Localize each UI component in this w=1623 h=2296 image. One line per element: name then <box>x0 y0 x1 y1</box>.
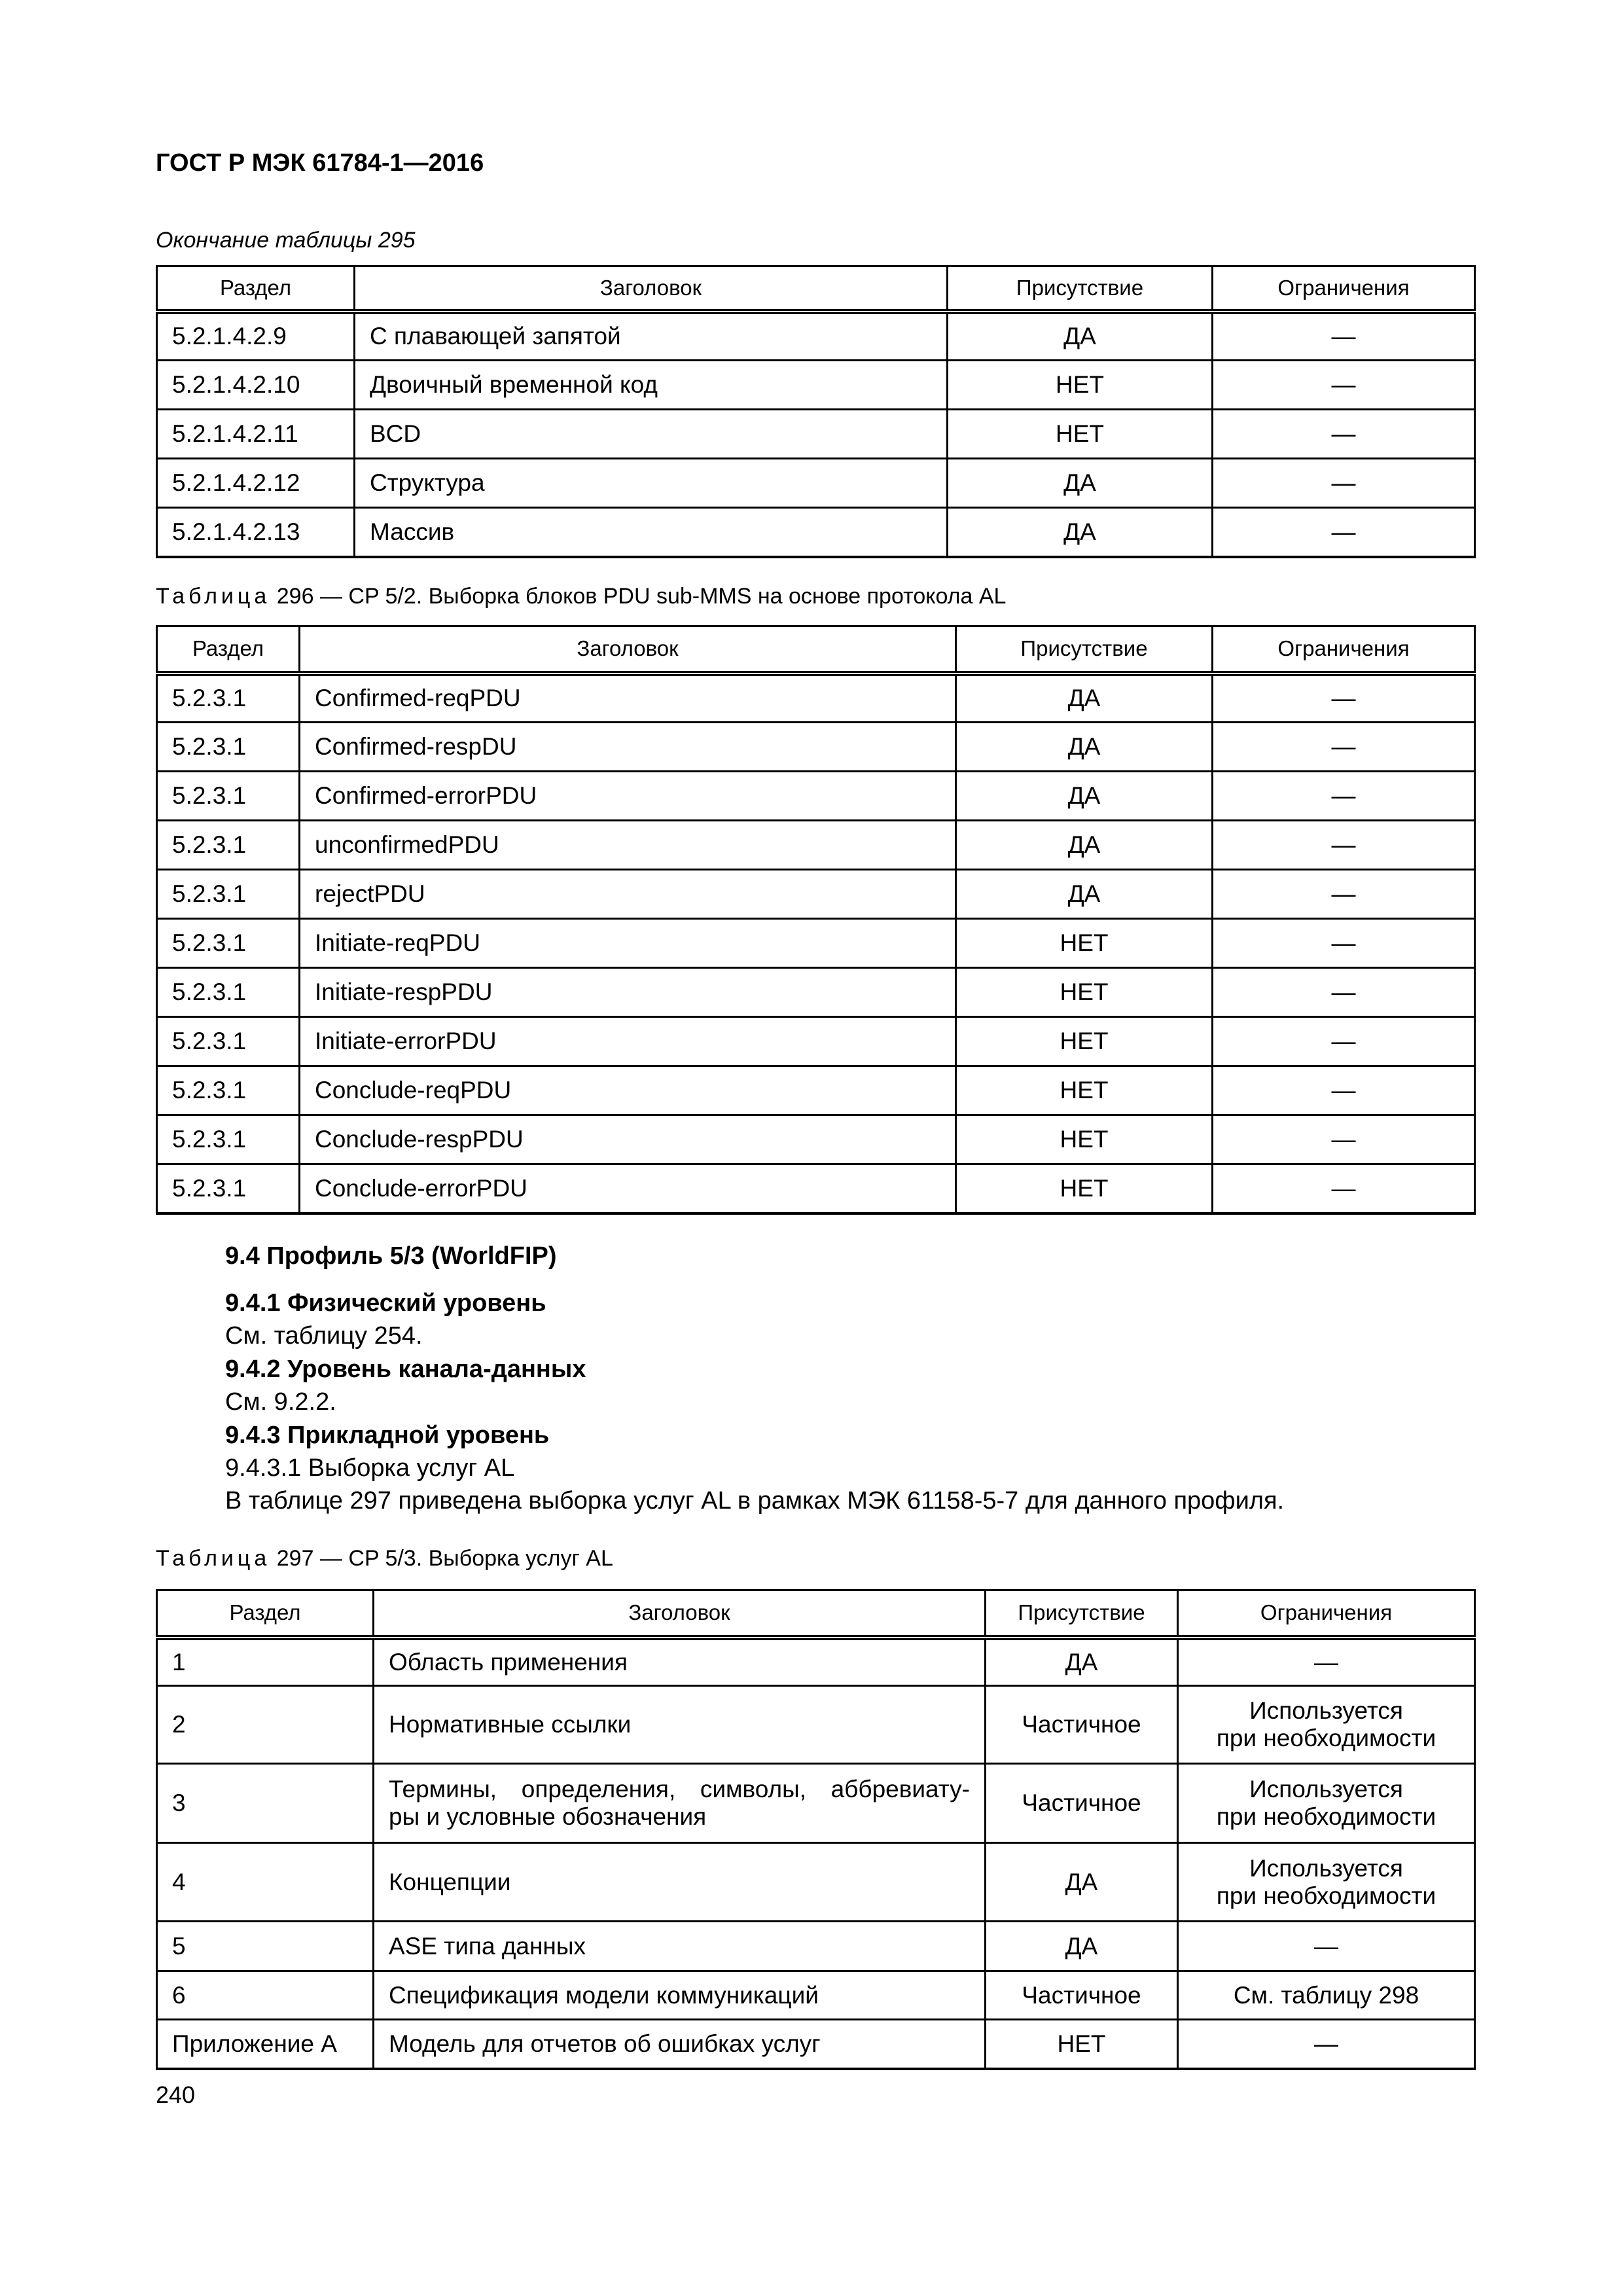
title-cell: Модель для отчетов об ошибках услуг <box>374 2020 986 2069</box>
column-header: Заголовок <box>300 626 956 673</box>
table-row <box>157 1843 1475 1922</box>
limitations-cell: Используется при необходимости <box>1178 1764 1475 1843</box>
title-cell: Массив <box>355 508 948 557</box>
column-header: Присутствие <box>986 1590 1178 1638</box>
column-header: Раздел <box>157 266 355 312</box>
presence-cell: ДА <box>948 508 1213 557</box>
title-cell: Структура <box>355 459 948 508</box>
limitations-cell: — <box>1213 1066 1475 1115</box>
presence-cell: ДА <box>956 821 1213 870</box>
table-row <box>157 673 1475 723</box>
title-cell: Confirmed-respDU <box>300 723 956 772</box>
title-cell: Confirmed-errorPDU <box>300 772 956 821</box>
presence-cell: ДА <box>956 870 1213 919</box>
limitations-cell: См. таблицу 298 <box>1178 1971 1475 2020</box>
column-header: Раздел <box>157 626 300 673</box>
limitations-cell: — <box>1213 919 1475 968</box>
section-cell: 5.2.3.1 <box>157 870 300 919</box>
table-row <box>157 821 1475 870</box>
limitations-cell: — <box>1213 772 1475 821</box>
heading-9-4-3-1: 9.4.3.1 Выборка услуг AL <box>225 1454 515 1482</box>
table-296 <box>156 625 1476 1215</box>
section-cell: 5 <box>157 1922 374 1971</box>
table-row <box>157 723 1475 772</box>
table-row <box>157 459 1475 508</box>
presence-cell: НЕТ <box>986 2020 1178 2069</box>
heading-9-4-2: 9.4.2 Уровень канала-данных <box>225 1355 586 1383</box>
limitations-cell: — <box>1213 459 1475 508</box>
page-number: 240 <box>156 2081 196 2108</box>
title-cell: Нормативные ссылки <box>374 1686 986 1764</box>
heading-9-4: 9.4 Профиль 5/3 (WorldFIP) <box>225 1242 557 1270</box>
limitations-cell: — <box>1213 968 1475 1017</box>
presence-cell: НЕТ <box>956 1066 1213 1115</box>
paragraph-9-4-3-1: В таблице 297 приведена выборка услуг AL в рамках МЭК 61158-5-7 для данного профиля. <box>225 1487 1285 1515</box>
paragraph-9-4-1: См. таблицу 254. <box>225 1322 423 1350</box>
title-cell: Initiate-errorPDU <box>300 1017 956 1066</box>
section-cell: 5.2.3.1 <box>157 1017 300 1066</box>
section-cell: 5.2.3.1 <box>157 1164 300 1213</box>
header-row <box>157 626 1475 673</box>
presence-cell: ДА <box>956 673 1213 723</box>
table-row <box>157 968 1475 1017</box>
table-row <box>157 410 1475 459</box>
limitations-cell: — <box>1213 723 1475 772</box>
table-row <box>157 2020 1475 2069</box>
presence-cell: ДА <box>986 1843 1178 1922</box>
presence-cell: НЕТ <box>956 968 1213 1017</box>
section-cell: Приложение А <box>157 2020 374 2069</box>
table-297-caption <box>156 1546 613 1571</box>
table-row <box>157 312 1475 361</box>
column-header: Ограничения <box>1213 266 1475 312</box>
limitations-cell: — <box>1213 410 1475 459</box>
section-cell: 5.2.3.1 <box>157 1115 300 1164</box>
limitations-cell: — <box>1213 1115 1475 1164</box>
title-cell: Концепции <box>374 1843 986 1922</box>
table-295 <box>156 265 1476 558</box>
presence-cell: ДА <box>948 459 1213 508</box>
limitations-cell: — <box>1178 2020 1475 2069</box>
document-title: ГОСТ Р МЭК 61784-1—2016 <box>156 149 484 177</box>
limitations-cell: — <box>1213 508 1475 557</box>
section-cell: 5.2.3.1 <box>157 968 300 1017</box>
caption-label: Таблица <box>156 1546 271 1571</box>
title-cell: Термины, определения, символы, аббревиату- ры и условные обозначения <box>374 1764 986 1843</box>
presence-cell: НЕТ <box>948 361 1213 410</box>
table-row <box>157 1686 1475 1764</box>
limitations-cell: Используется при необходимости <box>1178 1686 1475 1764</box>
limitations-cell: — <box>1213 870 1475 919</box>
section-cell: 5.2.1.4.2.10 <box>157 361 355 410</box>
presence-cell: Частичное <box>986 1971 1178 2020</box>
table-row <box>157 772 1475 821</box>
presence-cell: ДА <box>986 1638 1178 1686</box>
section-cell: 4 <box>157 1843 374 1922</box>
column-header: Присутствие <box>956 626 1213 673</box>
title-cell: С плавающей запятой <box>355 312 948 361</box>
presence-cell: Частичное <box>986 1686 1178 1764</box>
header-row <box>157 266 1475 312</box>
section-cell: 2 <box>157 1686 374 1764</box>
title-cell: Conclude-errorPDU <box>300 1164 956 1213</box>
title-cell: Initiate-respPDU <box>300 968 956 1017</box>
title-cell: unconfirmedPDU <box>300 821 956 870</box>
title-cell: BCD <box>355 410 948 459</box>
caption-label: Таблица <box>156 584 271 609</box>
presence-cell: НЕТ <box>956 919 1213 968</box>
title-cell: rejectPDU <box>300 870 956 919</box>
presence-cell: ДА <box>956 772 1213 821</box>
section-cell: 5.2.1.4.2.9 <box>157 312 355 361</box>
limitations-cell: Используется при необходимости <box>1178 1843 1475 1922</box>
section-cell: 5.2.3.1 <box>157 723 300 772</box>
table-297 <box>156 1589 1476 2070</box>
section-cell: 5.2.3.1 <box>157 673 300 723</box>
section-cell: 1 <box>157 1638 374 1686</box>
presence-cell: НЕТ <box>956 1115 1213 1164</box>
presence-cell: НЕТ <box>956 1164 1213 1213</box>
title-cell: Область применения <box>374 1638 986 1686</box>
title-cell: Спецификация модели коммуникаций <box>374 1971 986 2020</box>
column-header: Ограничения <box>1213 626 1475 673</box>
table-row <box>157 919 1475 968</box>
title-cell: Conclude-reqPDU <box>300 1066 956 1115</box>
title-cell: Двоичный временной код <box>355 361 948 410</box>
title-cell: Initiate-reqPDU <box>300 919 956 968</box>
section-cell: 6 <box>157 1971 374 2020</box>
title-cell: Conclude-respPDU <box>300 1115 956 1164</box>
limitations-cell: — <box>1213 361 1475 410</box>
section-cell: 5.2.3.1 <box>157 919 300 968</box>
presence-cell: ДА <box>956 723 1213 772</box>
limitations-cell: — <box>1178 1922 1475 1971</box>
presence-cell: НЕТ <box>956 1017 1213 1066</box>
limitations-cell: — <box>1213 673 1475 723</box>
section-cell: 5.2.3.1 <box>157 821 300 870</box>
table-row <box>157 1164 1475 1213</box>
table-row <box>157 1115 1475 1164</box>
table-row <box>157 1638 1475 1686</box>
section-cell: 5.2.1.4.2.11 <box>157 410 355 459</box>
limitations-cell: — <box>1213 1017 1475 1066</box>
presence-cell: ДА <box>986 1922 1178 1971</box>
table-row <box>157 870 1475 919</box>
section-cell: 5.2.1.4.2.12 <box>157 459 355 508</box>
column-header: Раздел <box>157 1590 374 1638</box>
table-row <box>157 361 1475 410</box>
section-cell: 5.2.3.1 <box>157 1066 300 1115</box>
section-cell: 5.2.3.1 <box>157 772 300 821</box>
presence-cell: Частичное <box>986 1764 1178 1843</box>
table-row <box>157 1922 1475 1971</box>
table-row <box>157 508 1475 557</box>
column-header: Заголовок <box>355 266 948 312</box>
limitations-cell: — <box>1213 1164 1475 1213</box>
caption-text: 297 — CP 5/3. Выборка услуг AL <box>276 1546 613 1571</box>
presence-cell: НЕТ <box>948 410 1213 459</box>
limitations-cell: — <box>1178 1638 1475 1686</box>
paragraph-9-4-2: См. 9.2.2. <box>225 1388 336 1416</box>
table-row <box>157 1017 1475 1066</box>
table-row <box>157 1971 1475 2020</box>
table-295-caption: Окончание таблицы 295 <box>156 228 416 253</box>
section-cell: 3 <box>157 1764 374 1843</box>
column-header: Заголовок <box>374 1590 986 1638</box>
caption-text: 296 — CP 5/2. Выборка блоков PDU sub-MMS на основе протокола AL <box>276 584 1007 609</box>
header-row <box>157 1590 1475 1638</box>
limitations-cell: — <box>1213 821 1475 870</box>
title-cell: Confirmed-reqPDU <box>300 673 956 723</box>
heading-9-4-3: 9.4.3 Прикладной уровень <box>225 1422 550 1449</box>
presence-cell: ДА <box>948 312 1213 361</box>
heading-9-4-1: 9.4.1 Физический уровень <box>225 1289 546 1317</box>
title-cell: ASE типа данных <box>374 1922 986 1971</box>
column-header: Ограничения <box>1178 1590 1475 1638</box>
section-cell: 5.2.1.4.2.13 <box>157 508 355 557</box>
column-header: Присутствие <box>948 266 1213 312</box>
table-296-caption <box>156 584 1006 609</box>
table-row <box>157 1764 1475 1843</box>
limitations-cell: — <box>1213 312 1475 361</box>
table-row <box>157 1066 1475 1115</box>
